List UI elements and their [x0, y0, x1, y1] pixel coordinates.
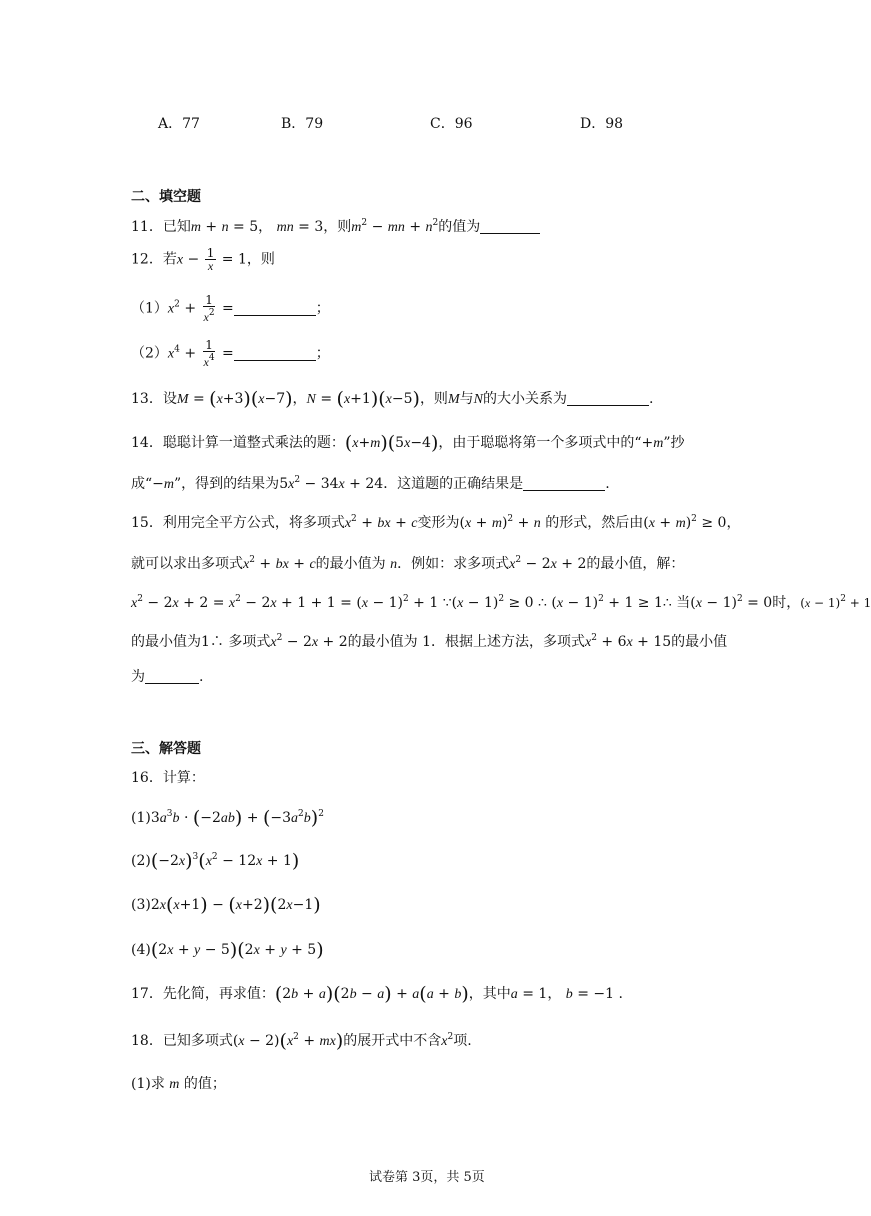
option-a: A．77	[158, 116, 200, 132]
question-18: 18．已知多项式$(x - 2)(x^2 + mx)$的展开式中不含$x^2$项.	[131, 1030, 472, 1052]
answer-blank	[523, 476, 605, 491]
question-15-line-4: 的最小值为1∴ 多项式$x^2 - 2x + 2$的最小值为 1．根据上述方法，多项式$x^2 + 6x + 15$的最小值	[131, 633, 728, 650]
answer-blank	[234, 346, 316, 361]
answer-blank	[567, 391, 649, 406]
question-15-line-2: 就可以求出多项式$x^2$ + bx + c的最小值为 n．例如：求多项式$x^2 - 2x + 2$的最小值，解：	[131, 555, 685, 572]
option-b: B．79	[281, 116, 324, 132]
answer-blank	[145, 669, 199, 684]
question-17: 17．先化简，再求值：(2b + a)(2b − a) + a(a + b)，其中a = 1， b = −1 .	[131, 983, 623, 1005]
question-16-item-3: (3)2x(x+1) − (x+2)(2x−1)	[131, 894, 321, 916]
option-c: C．96	[430, 116, 473, 132]
question-12: 12．若x − $\frac{1}{x}$ = 1，则	[131, 246, 275, 273]
question-16-item-2: $(2)(-2x)^3(x^2 - 12x + 1)$	[131, 850, 300, 872]
question-16: 16．计算：	[131, 770, 205, 786]
answer-blank	[480, 219, 540, 234]
answer-blank	[234, 301, 316, 316]
question-11: 11．已知m + n = 5， mn = 3，则$m^2$ − mn + $n^2$的值为	[131, 216, 540, 236]
section-title-fill-in: 二、填空题	[131, 189, 201, 205]
page-footer: 试卷第 3页，共 5页	[369, 1170, 485, 1185]
question-15-line-3: $x^2 - 2x + 2 = x^2 - 2x + 1 + 1 = (x - 1)^2 + 1$ ∵(x − 1)$^2$ ≥ 0 ∴ $(x - 1)^2 + 1$ ≥ 1∴ 当$(x - 1)^2 = 0$时，$(x - 1)^2 + 1$	[131, 594, 871, 611]
question-16-item-4: (4)(2x + y − 5)(2x + y + 5)	[131, 939, 324, 961]
question-12-part-2: $(2)x^4$ + $\frac{1}{x^4}$ = ；	[131, 338, 330, 369]
section-title-answer: 三、解答题	[131, 741, 201, 757]
question-15-line-1: 15．利用完全平方公式，将多项式$x^2$ + bx + c变形为$(x + m)^2 + n$ 的形式，然后由$(x + m)^2 \ge 0$，	[131, 514, 741, 531]
question-16-item-1: $(1)3a^3b \cdot (-2ab) + (-3a^2b)^2$	[131, 807, 324, 829]
question-13: 13．设M = (x+3)(x−7)，N = (x+1)(x−5)，则M与N的大小关系为 .	[131, 388, 654, 410]
question-14-line-1: 14．聪聪计算一道整式乘法的题：(x+m)(5x−4)，由于聪聪将第一个多项式中的“+m”抄	[131, 432, 685, 454]
question-18-part-1: (1)求 m 的值；	[131, 1076, 226, 1092]
question-15-line-5: 为 .	[131, 669, 204, 685]
question-12-part-1: $(1)x^2$ + $\frac{1}{x^2}$ = ；	[131, 293, 330, 324]
option-d: D．98	[580, 116, 624, 132]
question-14-line-2: 成“−m”，得到的结果为$5x^2 - 34x + 24$．这道题的正确结果是 .	[131, 475, 610, 492]
